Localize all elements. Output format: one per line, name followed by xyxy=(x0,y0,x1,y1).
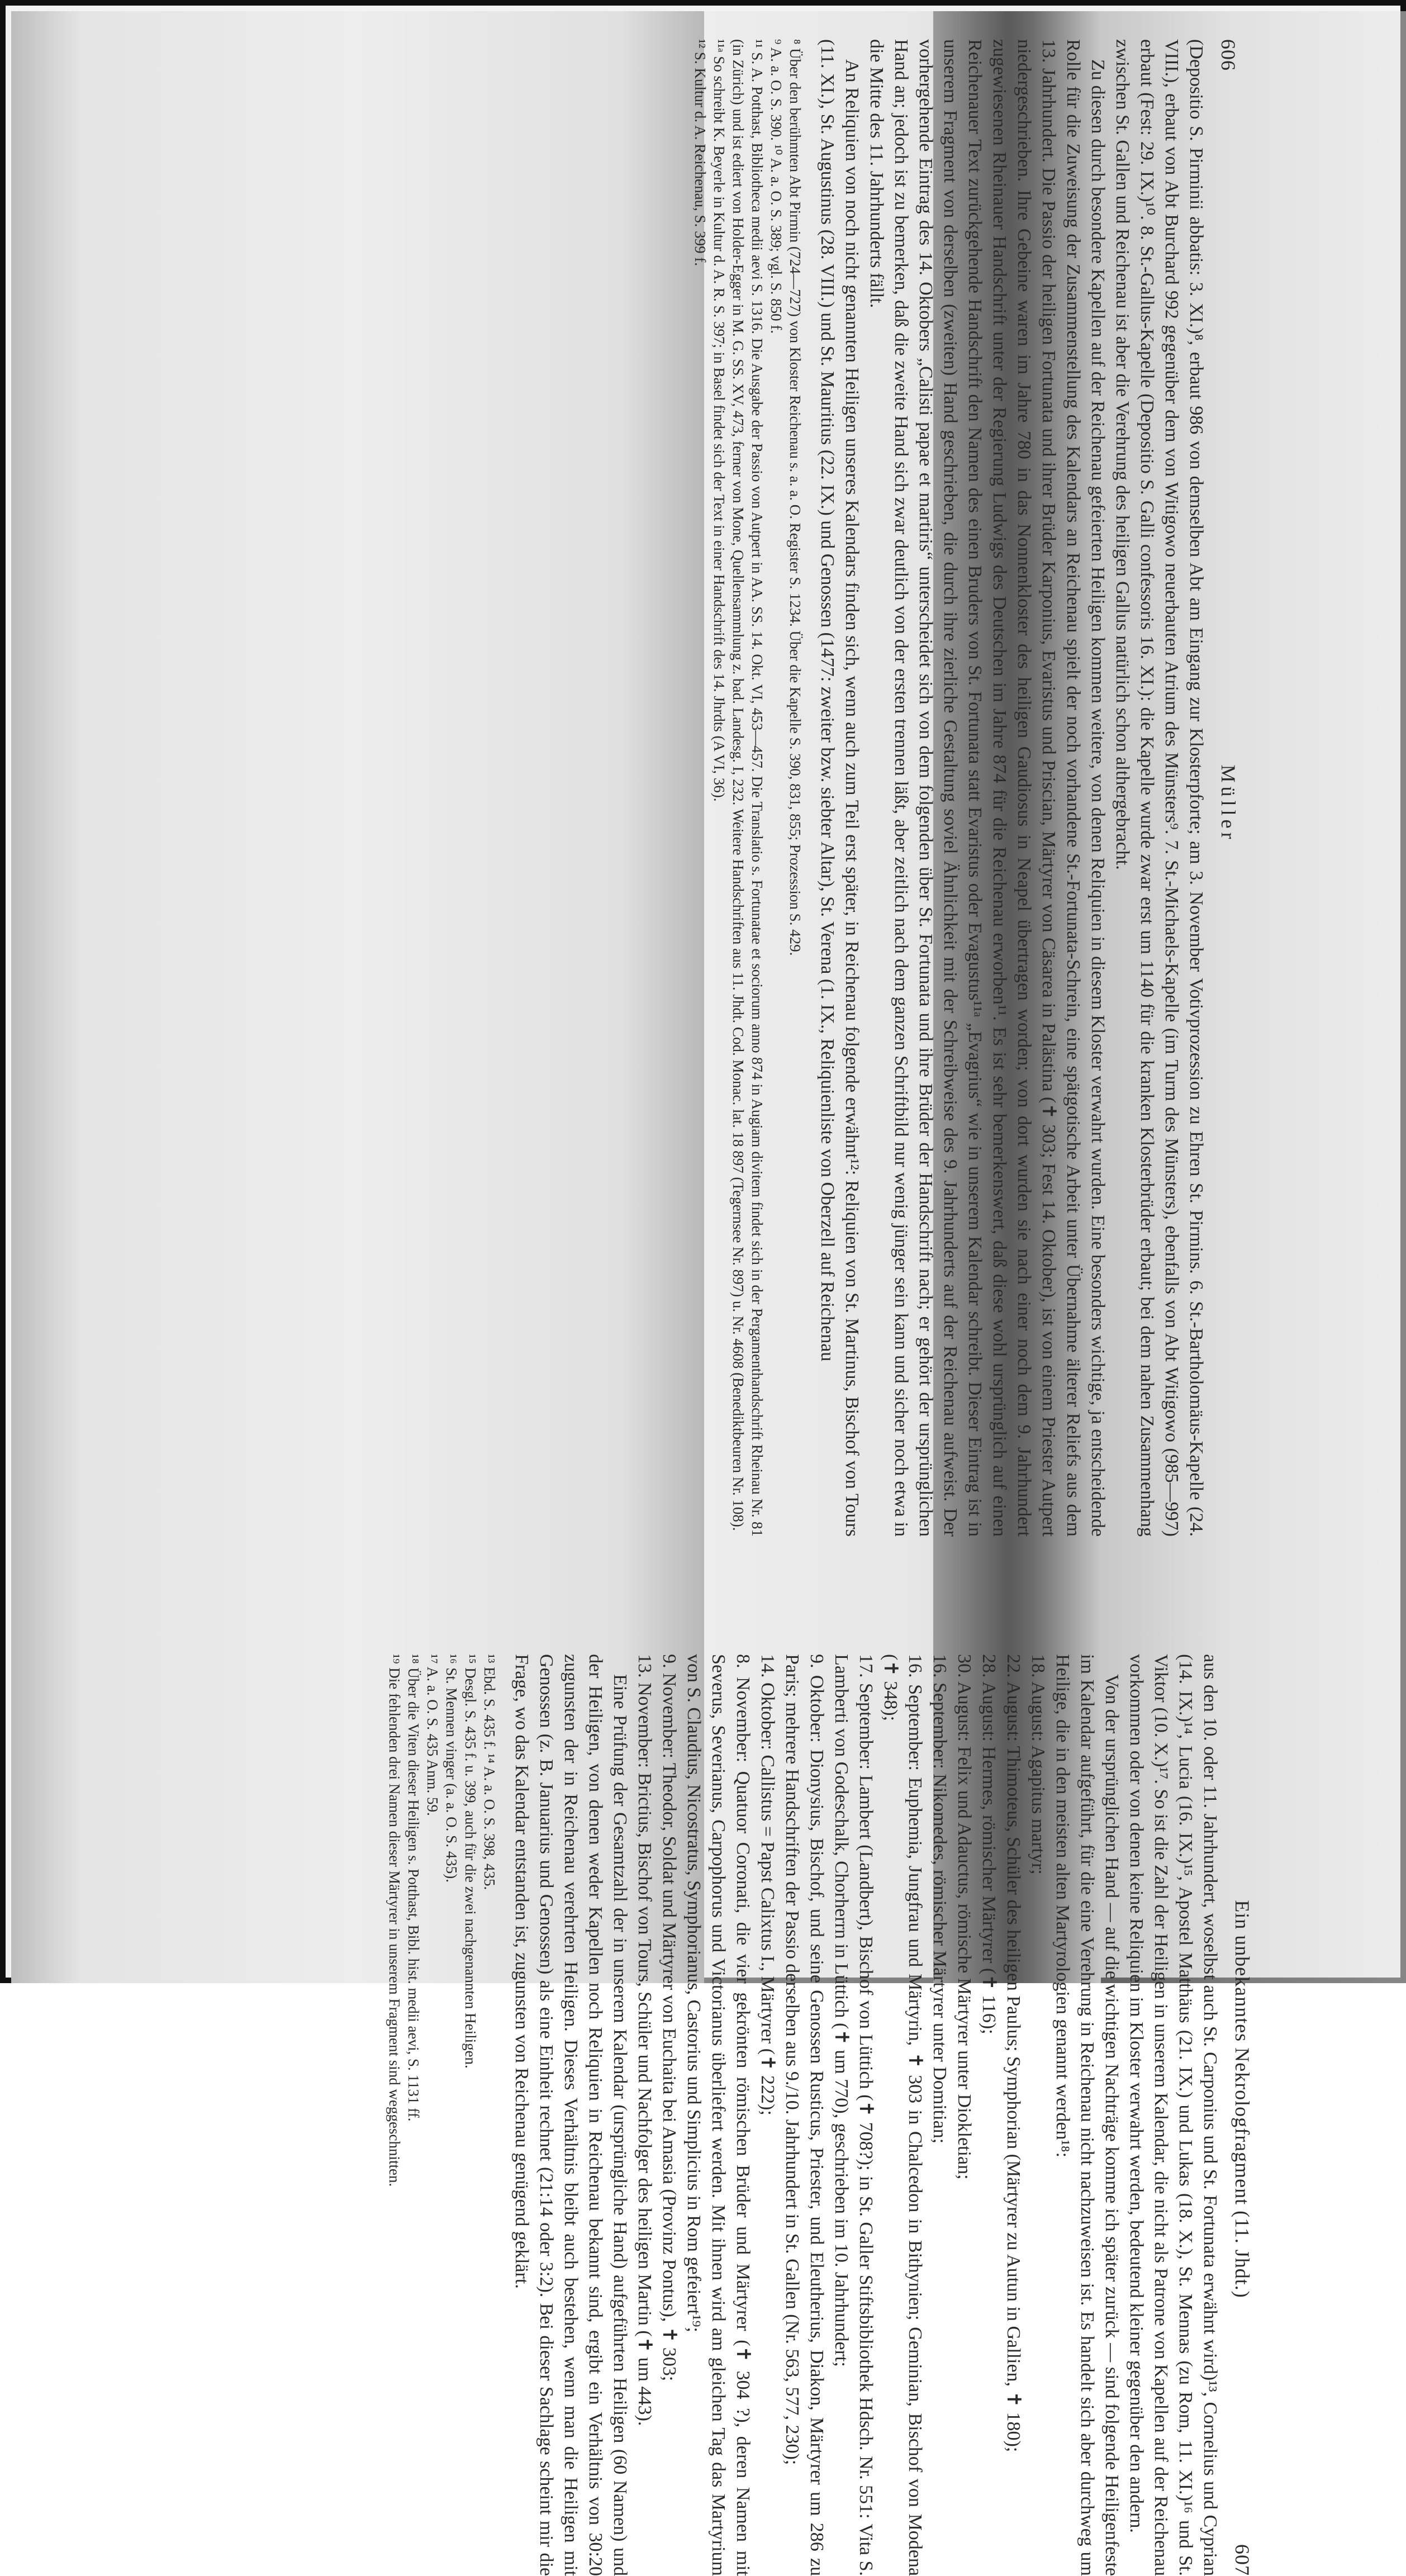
paragraph: An Reliquien von noch nicht genannten Heiligen unseres Kalendars finden sich, wenn auch zum Teil erst später, in Reichenau folgende erwähnt¹²: Reliquien von St. Martinus, Bischof von Tours (11. XI.), St. Augustinus (28. VIII.) und St. Mauritius (22. IX.) und Genossen (1477: zweiter bzw. siebter Altar), St. Verena (1. IX., Reliquienliste von Oberzell auf Reichenau xyxy=(817,39,862,1537)
calendar-entry: 9. November: Theodor, Soldat und Märtyrer von Euchaita bei Amasia (Provinz Pontus), ✝ 303; xyxy=(659,1654,680,2382)
calendar-entry: 22. August: Thimoteus, Schüler des heiligen Paulus; Symphorian (Märtyrer zu Autun in Gallien, ✝ 180); xyxy=(1003,1654,1024,2453)
paragraph: Eine Prüfung der Gesamtzahl der in unserem Kalendar (ursprüngliche Hand) aufgeführten Heiligen (60 Namen) und der Heiligen, von denen weder Kapellen noch Reliquien in Reichenau bekannt sind, ergibt ein Verhältnis von 30:20 zugunsten der in Reichenau verehrten Heiligen. Dieses Verhältnis bleibt auch bestehen, wenn man die Heiligen mit Genossen (z. B. Januarius und Genossen) als eine Einheit rechnet (21:14 oder 3:2). Bei dieser Sachlage scheint mir die Frage, wo das Kalendar entstanden ist, zugunsten von Reichenau genügend geklärt. xyxy=(511,1654,630,2576)
calendar-entry: 14. Oktober: Callistus = Papst Calixtus I., Märtyrer (✝ 222); xyxy=(757,1654,778,2116)
footnote: ¹⁷ A. a. O. S. 435 Anm. 59. xyxy=(424,1654,441,1816)
footnotes xyxy=(385,1654,499,2576)
footnote: ¹² S. Kultur d. A. Reichenau, S. 399 f. xyxy=(692,39,709,267)
running-head: Müller xyxy=(1217,764,1239,843)
calendar-entry: 30. August: Felix und Adauctus, römische Märtyrer unter Diokletian; xyxy=(954,1654,975,2180)
calendar-entry: 13. November: Brictius, Bischof von Tours, Schüler und Nachfolger des heiligen Martin (✝ um 443). xyxy=(634,1654,655,2426)
calendar-entry: 9. Oktober: Dionysius, Bischof, und seine Genossen Rusticus, Priester, und Eleutherius, Diakon, Märtyrer um 286 zu Paris; mehrere Handschriften der Passio derselben aus 9./10. Jahrhundert in St. Gallen (Nr. 563, 577, 230); xyxy=(782,1654,827,2576)
right-page-text-column xyxy=(385,1654,1255,2576)
page-number: 606 xyxy=(1217,39,1239,71)
running-head: Ein unbekanntes Nekrologfragment (11. Jhdt.) xyxy=(1231,1900,1253,2298)
footnote: ¹¹ S. A. Potthast, Bibliotheca medii aevi S. 1316. Die Ausgabe der Passio von Autpert in AA. SS. 14. Okt. VI, 453—457. Die Translatio s. Fortunatae et sociorum anno 874 in Augiam divitem findet sich in der Pergamenthandschrift Rheinau Nr. 81 (in Zürich) und ist ediert von Holder-Egger in M. G. SS. XV, 473, ferner von Mone, Quellensammlung z. bad. Landesg. I, 232. Weitere Handschriften aus 11. Jhdt. Cod. Monac. lat. 18 897 (Tegernsee Nr. 897) u. Nr. 4608 (Benediktbeuren Nr. 108). xyxy=(730,39,766,1537)
footnotes xyxy=(691,39,805,1537)
left-page-text-column xyxy=(691,39,1241,1537)
calendar-entry: 16. September: Euphemia, Jungfrau und Märtyrin, ✝ 303 in Chalcedon in Bithynien; Geminian, Bischof von Modena (✝ 348); xyxy=(880,1654,925,2576)
page-number: 607 xyxy=(1231,2544,1253,2576)
footnote: ¹⁹ Die fehlenden drei Namen dieser Märtyrer in unserem Fragment sind weggeschnitten. xyxy=(386,1654,403,2187)
footnote: ¹¹ᵃ So schreibt K. Beyerle in Kultur d. A. R. S. 397; in Basel findet sich der Text in einer Handschrift des 14. Jhrdts (A VI, 36). xyxy=(711,39,728,802)
paragraph: Zu diesen durch besondere Kapellen auf der Reichenau gefeierten Heiligen kommen weitere, von denen Reliquien in diesem Kloster verwahrt wurden. Eine besonders wichtige, ja entscheidende Rolle für die Zuweisung der Zusammenstellung des Kalendars an Reichenau spielt der noch vorhandene St.-Fortunata-Schrein, eine spätgotische Arbeit unter Übernahme älterer Reliefs aus dem 13. Jahrhundert. Die Passio der heiligen Fortunata und ihrer Brüder Karponius, Evaristus und Priscian, Märtyrer von Cäsarea in Palästina (✝ 303; Fest 14. Oktober), ist von einem Priester Autpert niedergeschrieben. Ihre Gebeine waren im Jahre 780 in das Nonnenkloster des heiligen Gaudiosus in Neapel übertragen worden; von dort wurden sie nach einer noch dem 9. Jahrhundert zugewiesenen Rheinauer Handschrift unter der Regierung Ludwigs des Deutschen im Jahre 874 für die Reichenau erworben¹¹. Es ist sehr bemerkenswert, daß diese wohl ursprünglich auf einen Reichenauer Text zurückgehende Handschrift den Namen des einen Bruders von St. Fortunata statt Evaristus oder Evagustus¹¹ᵃ „Evagrius“ wie in unserem Kalendar schreibt. Dieser Eintrag ist in unserem Fragment von derselben (zweiten) Hand geschrieben, die durch ihre zierliche Gestaltung soviel Ähnlichkeit mit der Schreibweise des 9. Jahrhunderts auf der Reichenau aufweist. Der vorhergehende Eintrag des 14. Oktobers „Calisti papae et martiris“ unterscheidet sich von dem folgenden über St. Fortunata und ihre Brüder der Handschrift nach; er gehört der ursprünglichen Hand an; jedoch ist zu bemerken, daß die zweite Hand sich zwar deutlich von der ersten trennen läßt, aber zeitlich nach dem ganzen Schriftbild nur wenig jünger sein kann und sicher noch etwa in die Mitte des 11. Jahrhunderts fällt. xyxy=(866,39,1108,1537)
paragraph: aus den 10. oder 11. Jahrhundert, woselbst auch St. Carponius und St. Fortunata erwähnt wird)¹³, Cornelius und Cyprian (14. IX.)¹⁴, Lucia (16. IX.)¹⁵, Apostel Matthäus (21. IX.) und Lukas (18. X.), St. Mennas (zu Rom, 11. XI.)¹⁶ und St. Viktor (10. X.)¹⁷. So ist die Zahl der Heiligen in unserem Kalendar, die nicht als Patrone von Kapellen auf der Reichenau vorkommen oder von denen keine Reliquien im Kloster verwahrt werden, bedeutend kleiner gegenüber den andern. xyxy=(1126,1654,1220,2576)
paragraph: (Depositio S. Pirminii abbatis: 3. XI.)⁸, erbaut 986 von demselben Abt am Eingang zur Klosterpforte; am 3. November Votivprozession zu Ehren St. Pirmins. 6. St.-Bartholomäus-Kapelle (24. VIII.), erbaut von Abt Burchard 992 gegenüber dem von Witigowo neuerbauten Atrium des Münsters⁹. 7. St.-Michaels-Kapelle (im Turm des Münsters), ebenfalls von Abt Witigowo (985—997) erbaut (Fest: 29. IX.)¹⁰. 8. St.-Gallus-Kapelle (Depositio S. Galli confessoris 16. XI.): die Kapelle wurde zwar erst um 1140 für die kranken Klosterbrüder erbaut; bei dem nahen Zusammenhang zwischen St. Gallen und Reichenau ist aber die Verehrung des heiligen Gallus natürlich schon althergebracht. xyxy=(1112,39,1206,1537)
calendar-entry: 8. November: Quatuor Coronati, die vier gekrönten römischen Brüder und Märtyrer (✝ 304 ?), deren Namen mit Severus, Severianus, Carpophorus und Victorianus überliefert werden. Mit ihnen wird am gleichen Tag das Martyrium von S. Claudius, Nicostratus, Symphorianus, Castorius und Simplicius in Rom gefeiert¹⁹; xyxy=(683,1654,753,2576)
right-page-header xyxy=(1230,1654,1255,2576)
footnote: ⁸ Über den berühmten Abt Pirmin (724—727) von Kloster Reichenau s. a. a. O. Register S. 1234. Über die Kapelle S. 390, 831, 855; Prozession S. 429. xyxy=(787,39,804,956)
footnote: ¹³ Ebd. S. 435 f. ¹⁴ A. a. O. S. 398, 435. xyxy=(481,1654,498,1890)
calendar-entry: 17. September: Lambert (Landbert), Bischof von Lüttich (✝ 708?); in St. Galler Stiftsbibliothek Hdsch. Nr. 551: Vita S. Lamberti von Godeschalk, Chorherrn in Lüttich (✝ um 770), geschrieben im 10. Jahrhundert; xyxy=(831,1654,876,2576)
calendar-entry: 18. August: Agapitus martyr; xyxy=(1028,1654,1048,1875)
footnote: ¹⁸ Über die Viten dieser Heiligen s. Potthast, Bibl. hist. medii aevi, S. 1131 ff. xyxy=(405,1654,422,2122)
calendar-entry: 16. September: Nikomedes, römischer Märtyrer unter Domitian; xyxy=(929,1654,950,2144)
footnote: ¹⁵ Desgl. S. 435 f. u. 399, auch für die zwei nachgenannten Heiligen. xyxy=(462,1654,479,2069)
left-page-header xyxy=(1216,39,1241,1537)
calendar-entry: 28. August: Hermes, römischer Märtyrer (✝ 116); xyxy=(978,1654,999,2035)
footnote: ¹⁶ St. Mennen vinger (a. a. O. S. 435). xyxy=(443,1654,460,1883)
footnote: ⁹ A. a. O. S. 390. ¹⁰ A. a. O. S. 389; vgl. S. 850 f. xyxy=(768,39,785,334)
paragraph: Von der ursprünglichen Hand — auf die wichtigen Nachträge komme ich später zurück — sind folgende Heiligenfeste im Kalendar aufgeführt, für die eine Verehrung in Reichenau nicht nachzuweisen ist. Es handelt sich aber durchweg um Heilige, die in den meisten alten Martyrologien genannt werden¹⁸: xyxy=(1052,1654,1122,2576)
